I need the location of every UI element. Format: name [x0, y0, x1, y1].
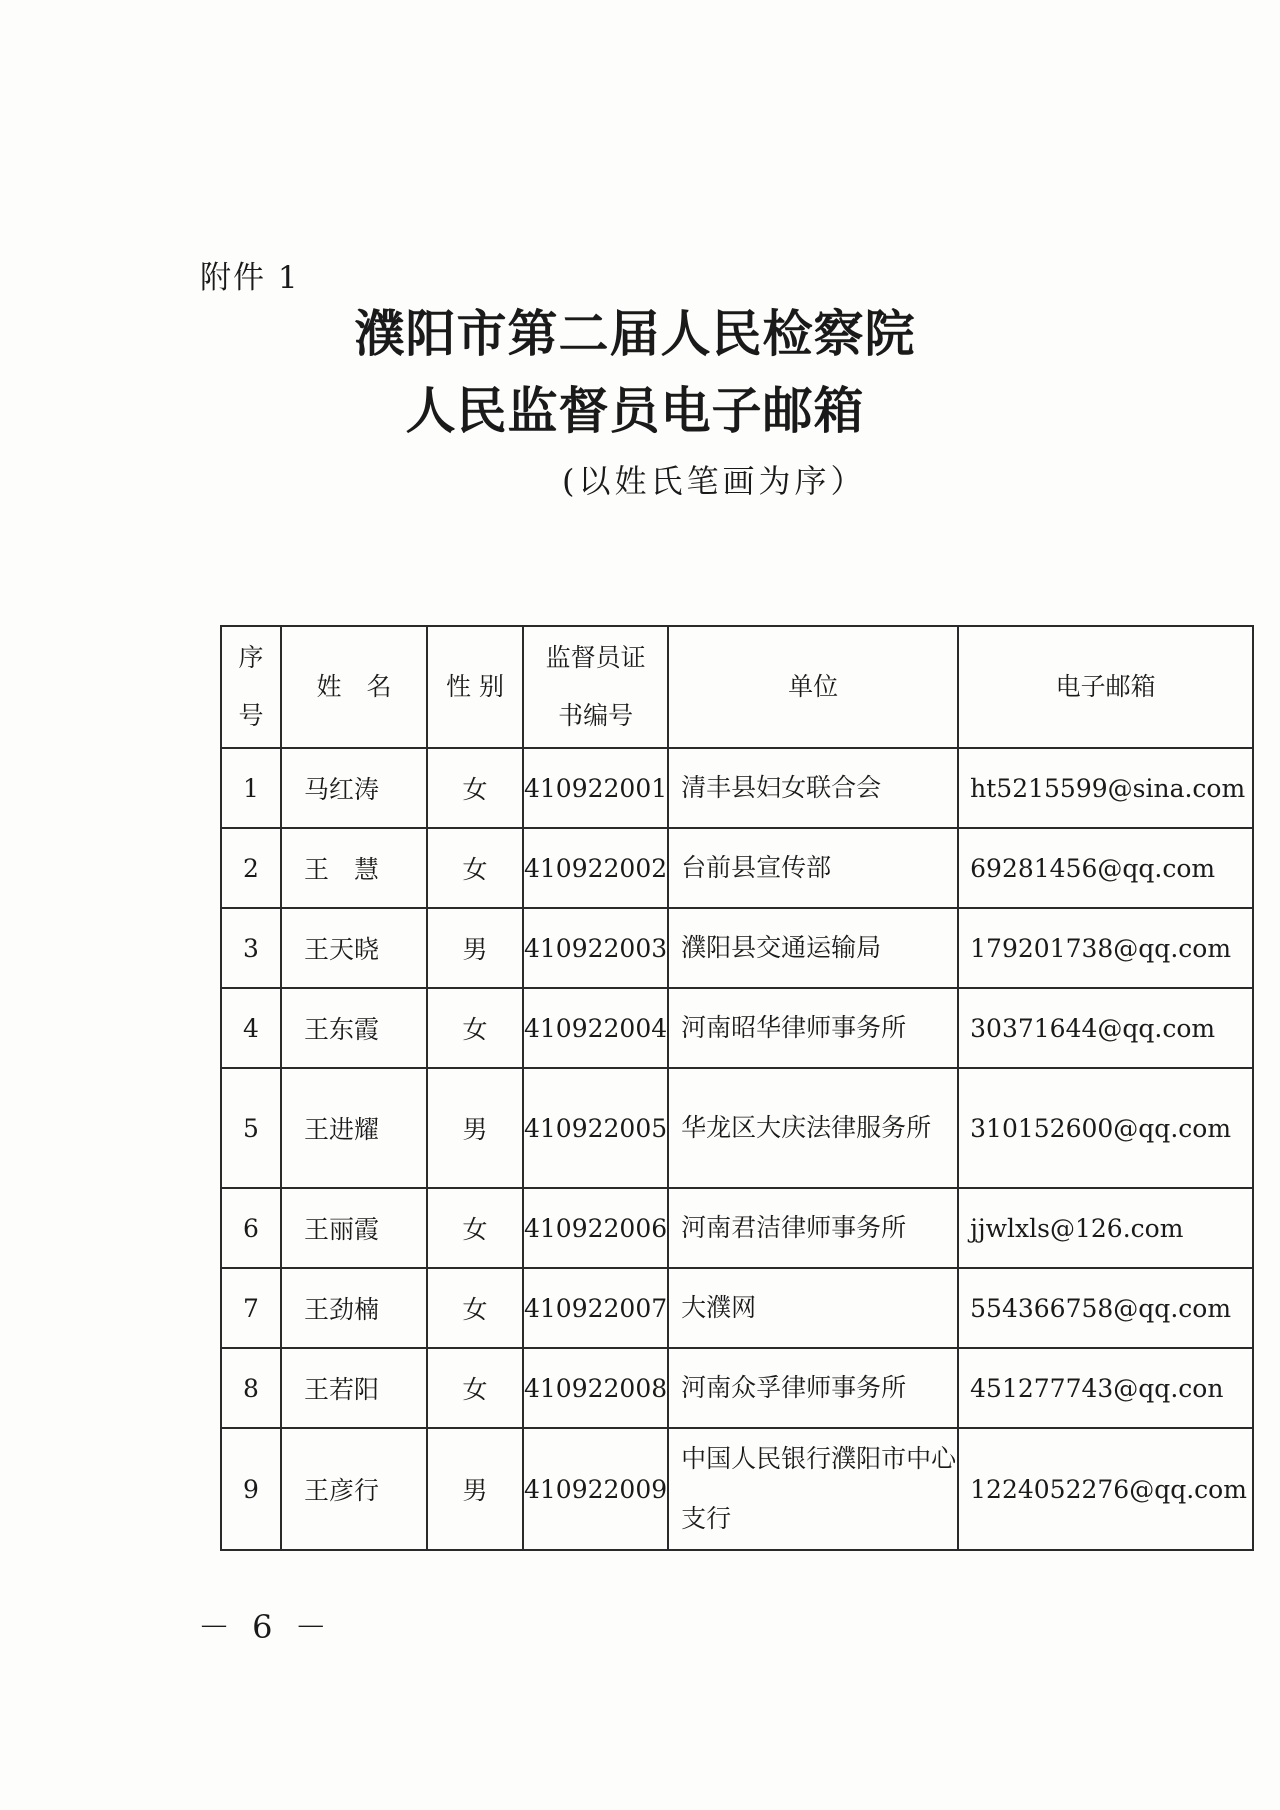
header-no [221, 626, 281, 748]
cell-name: 马红涛 [281, 748, 427, 828]
cell-email: jjwlxls@126.com [958, 1188, 1253, 1268]
table-row [221, 1428, 1253, 1550]
cell-unit: 大濮网 [668, 1268, 958, 1348]
table-row [221, 1068, 1253, 1188]
header-cert [523, 626, 668, 748]
table-row [221, 828, 1253, 908]
page-number: － 6 － [198, 1608, 333, 1646]
cell-no: 3 [221, 908, 281, 988]
cell-no: 7 [221, 1268, 281, 1348]
cell-gender: 女 [427, 828, 523, 908]
document-title-line1: 濮阳市第二届人民检察院 [354, 305, 916, 363]
cell-gender: 男 [427, 908, 523, 988]
cell-name: 王若阳 [281, 1348, 427, 1428]
cell-email: 179201738@qq.com [958, 908, 1253, 988]
header-name: 姓 名 [281, 626, 427, 748]
cell-cert: 410922005 [523, 1068, 668, 1188]
table-row [221, 988, 1253, 1068]
cell-gender: 女 [427, 1188, 523, 1268]
cell-no: 6 [221, 1188, 281, 1268]
cell-name: 王丽霞 [281, 1188, 427, 1268]
cell-gender: 女 [427, 1268, 523, 1348]
cell-cert: 410922006 [523, 1188, 668, 1268]
cell-unit: 中国人民银行濮阳市中心支行 [668, 1428, 958, 1550]
cell-cert: 410922008 [523, 1348, 668, 1428]
cell-gender: 女 [427, 748, 523, 828]
header-cert-line1: 监督员证 [545, 643, 646, 672]
cell-no: 8 [221, 1348, 281, 1428]
header-unit: 单位 [668, 626, 958, 748]
header-no-line2: 号 [238, 701, 264, 730]
cell-email: 1224052276@qq.com [958, 1428, 1253, 1550]
table-row [221, 1188, 1253, 1268]
table-row [221, 1348, 1253, 1428]
header-no-line1: 序 [238, 643, 264, 672]
cell-cert: 410922009 [523, 1428, 668, 1550]
cell-name: 王 慧 [281, 828, 427, 908]
table-body [221, 748, 1253, 1550]
document-subtitle: (以姓氏笔画为序） [562, 462, 867, 500]
cell-no: 1 [221, 748, 281, 828]
cell-no: 9 [221, 1428, 281, 1550]
cell-unit: 河南君洁律师事务所 [668, 1188, 958, 1268]
cell-cert: 410922004 [523, 988, 668, 1068]
cell-unit: 清丰县妇女联合会 [668, 748, 958, 828]
cell-cert: 410922003 [523, 908, 668, 988]
document-title-line2: 人民监督员电子邮箱 [405, 382, 865, 440]
cell-email: 69281456@qq.com [958, 828, 1253, 908]
attachment-label: 附件 1 [200, 260, 300, 296]
supervisor-email-table [220, 625, 1254, 1551]
table-row [221, 1268, 1253, 1348]
cell-email: 310152600@qq.com [958, 1068, 1253, 1188]
cell-email: 554366758@qq.com [958, 1268, 1253, 1348]
cell-cert: 410922002 [523, 828, 668, 908]
table-header-row [221, 626, 1253, 748]
cell-gender: 女 [427, 988, 523, 1068]
cell-unit: 濮阳县交通运输局 [668, 908, 958, 988]
cell-cert: 410922007 [523, 1268, 668, 1348]
cell-unit: 华龙区大庆法律服务所 [668, 1068, 958, 1188]
cell-name: 王天晓 [281, 908, 427, 988]
cell-name: 王劲楠 [281, 1268, 427, 1348]
cell-gender: 男 [427, 1068, 523, 1188]
cell-gender: 男 [427, 1428, 523, 1550]
cell-unit: 台前县宣传部 [668, 828, 958, 908]
cell-name: 王进耀 [281, 1068, 427, 1188]
cell-unit: 河南众孚律师事务所 [668, 1348, 958, 1428]
header-cert-line2: 书编号 [558, 701, 634, 730]
table-row [221, 908, 1253, 988]
cell-no: 5 [221, 1068, 281, 1188]
header-email: 电子邮箱 [958, 626, 1253, 748]
cell-email: 451277743@qq.con [958, 1348, 1253, 1428]
cell-email: 30371644@qq.com [958, 988, 1253, 1068]
cell-email: ht5215599@sina.com [958, 748, 1253, 828]
cell-name: 王东霞 [281, 988, 427, 1068]
cell-name: 王彦行 [281, 1428, 427, 1550]
cell-unit: 河南昭华律师事务所 [668, 988, 958, 1068]
table-row [221, 748, 1253, 828]
header-gender: 性 别 [427, 626, 523, 748]
cell-gender: 女 [427, 1348, 523, 1428]
cell-no: 2 [221, 828, 281, 908]
cell-cert: 410922001 [523, 748, 668, 828]
cell-no: 4 [221, 988, 281, 1068]
